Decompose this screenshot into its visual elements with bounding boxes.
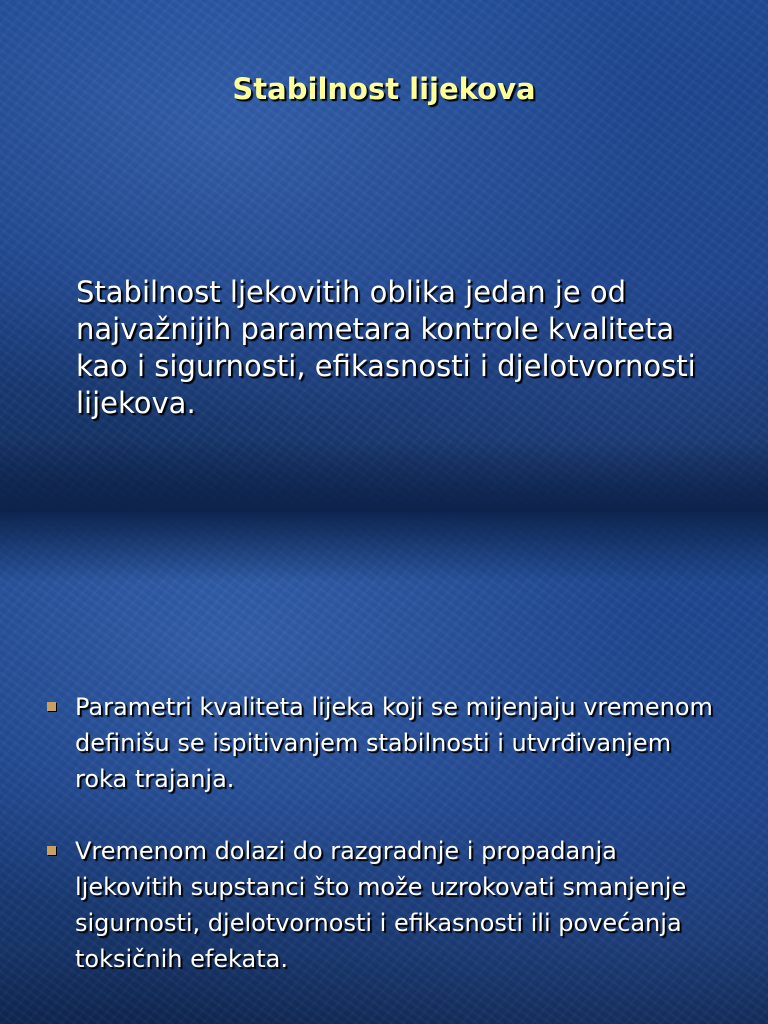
bullet-text: Parametri kvaliteta lijeka koji se mijenjaju vremenom definišu se ispitivanjem stabilnosti i utvrđivanjem roka trajanja. [75, 693, 713, 793]
intro-paragraph: Stabilnost ljekovitih oblika jedan je od najvažnijih parametara kontrole kvaliteta kao i sigurnosti, efikasnosti i djelotvornosti lijekova. [76, 275, 696, 420]
square-bullet-icon [47, 702, 56, 711]
slide-title: Stabilnost lijekova [232, 72, 536, 106]
slide-stability-bullets [0, 512, 768, 1024]
bullet-item-degradation [0, 833, 768, 977]
bullet-list [0, 689, 768, 977]
bullet-item-quality-parameters [0, 689, 768, 797]
square-bullet-icon [47, 846, 56, 855]
bullet-text: Vremenom dolazi do razgradnje i propadanja ljekovitih supstanci što može uzrokovati smanjenje sigurnosti, djelotvornosti i efikasnosti ili povećanja toksičnih efekata. [75, 837, 687, 973]
